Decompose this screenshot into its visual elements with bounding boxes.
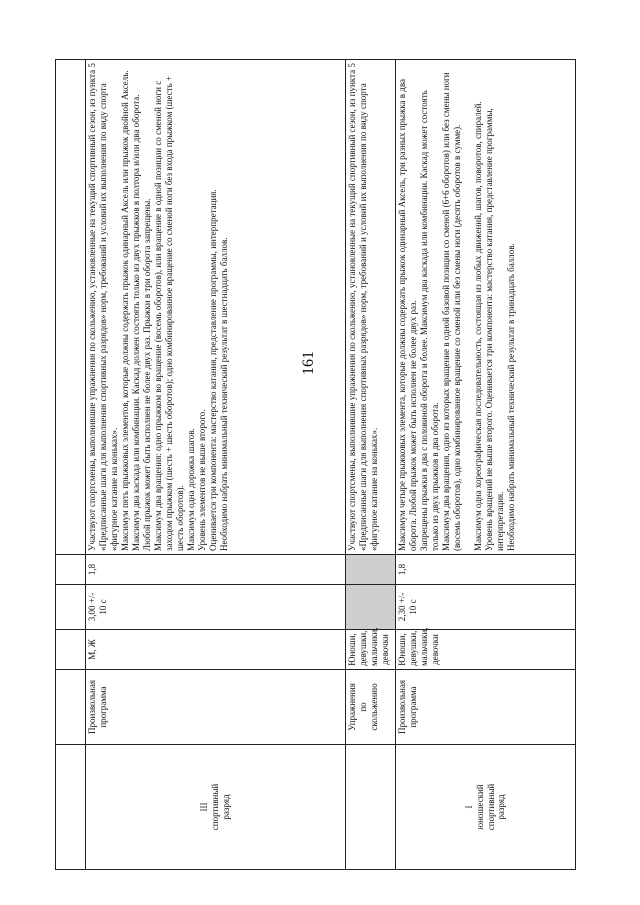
category-cell: III спортивный разряд xyxy=(86,745,346,870)
program-cell: Произвольная программа xyxy=(396,670,576,745)
requirement-text: Максимум пять прыжковых элементов, которые должны содержать прыжок одинарный Аксель или прыжок двойной Аксель. xyxy=(119,70,130,551)
page-number: 161 xyxy=(300,351,317,375)
requirements-table xyxy=(55,59,576,870)
gender-cell: М, Ж xyxy=(86,630,346,670)
requirement-text: Уровень элементов не выше второго. xyxy=(196,409,207,551)
duration-cell: 3,00 +/- 10 с xyxy=(86,585,346,630)
table-row xyxy=(86,60,346,870)
gender-cell: Юноши, девушки, мальчики, девочки xyxy=(396,630,576,670)
continued-cell xyxy=(56,60,86,555)
requirement-text: Необходимо набрать минимальный технический результат в тринадцать баллов. xyxy=(505,243,516,551)
table-row-continued xyxy=(56,60,86,870)
continued-cell xyxy=(56,555,86,585)
coefficient-cell: 1,8 xyxy=(396,555,576,585)
requirement-text: Необходимо набрать минимальный технический результат в шестнадцать баллов. xyxy=(218,237,229,551)
program-cell: Упражнения по скольжению xyxy=(346,670,396,745)
continued-cell xyxy=(56,745,86,870)
requirement-text: Уровень вращений не выше второго. Оценивается три компонента: мастерство катания, представление программы, интерпретация. xyxy=(483,108,505,551)
requirements-cell xyxy=(86,60,346,555)
shaded-cell xyxy=(346,555,396,585)
requirement-text: Максимум четыре прыжковых элемента, которые должны содержать прыжок одинарный Аксель, три разных прыжка в два оборота. Любой прыжок может быть исполнен не более двух раз. xyxy=(397,79,418,551)
requirement-text: Максимум два вращения: одно прыжком во вращение (восемь оборотов), или вращение в одной позиции со сменой ноги с заходом прыжком (шесть + шесть оборотов); одно комбинированное вращение со сменой ноги без входа прыжком (шесть + шесть оборотов). xyxy=(152,75,185,551)
requirement-text: Максимум два каскада или комбинации. Каскад должен состоять только из двух прыжков в полтора и/или два оборота. xyxy=(130,94,141,551)
requirement-text: Максимум два вращения, одно из которых вращение в одной базовой позиции со сменой (6+6 оборотов) или без смены ноги (восемь оборотов), одно комбинированное вращение со сменой или без смены ноги (десять оборотов в сумме). xyxy=(440,72,462,551)
requirement-text: Участвуют спортсмены, выполнившие упражнения по скольжению, установленные на текущий спортивный сезон, из пункта 5 «Предписанные шаги для выполнения спортивных разрядов» норм, требований и условий их выполнения по виду спорта «фигурное катание на коньках». xyxy=(347,63,379,551)
requirement-text: Максимум одна хореографическая последовательность, состоящая из любых движений, шагов, поворотов, спиралей. xyxy=(472,101,483,551)
requirements-cell xyxy=(396,60,576,555)
duration-cell: 2,30 +/- 10 с xyxy=(396,585,576,630)
requirement-text: Оценивается три компонента: мастерство катания, представление программы, интерпретация. xyxy=(207,189,218,551)
requirement-text: Максимум одна дорожка шагов. xyxy=(185,428,196,551)
rotated-page-content xyxy=(55,60,575,870)
gender-cell: Юноши, девушки, мальчики, девочки xyxy=(346,630,396,670)
requirements-cell xyxy=(346,60,396,555)
table-row xyxy=(396,60,576,870)
continued-cell xyxy=(56,630,86,670)
program-cell: Произвольная программа xyxy=(86,670,346,745)
requirement-text: Участвуют спортсмены, выполнившие упражнения по скольжению, установленные на текущий спортивный сезон, из пункта 5 «Предписанные шаги для выполнения спортивных разрядов» норм, требований и условий их выполнения по виду спорта «фигурное катание на коньках». xyxy=(87,63,119,551)
shaded-cell xyxy=(346,585,396,630)
requirement-text: Запрещены прыжки в два с половиной оборота и более. Максимум два каскада или комбинации. Каскад может состоять только из двух прыжков в два оборота. xyxy=(418,90,440,551)
category-cell: I юношеский спортивный разряд xyxy=(396,745,576,870)
continued-cell xyxy=(56,670,86,745)
table-row xyxy=(346,60,396,870)
coefficient-cell: 1,8 xyxy=(86,555,346,585)
category-cell xyxy=(346,745,396,870)
requirement-text: Любой прыжок может быть исполнен не более двух раз. Прыжки в три оборота запрещены. xyxy=(141,198,152,551)
continued-cell xyxy=(56,585,86,630)
